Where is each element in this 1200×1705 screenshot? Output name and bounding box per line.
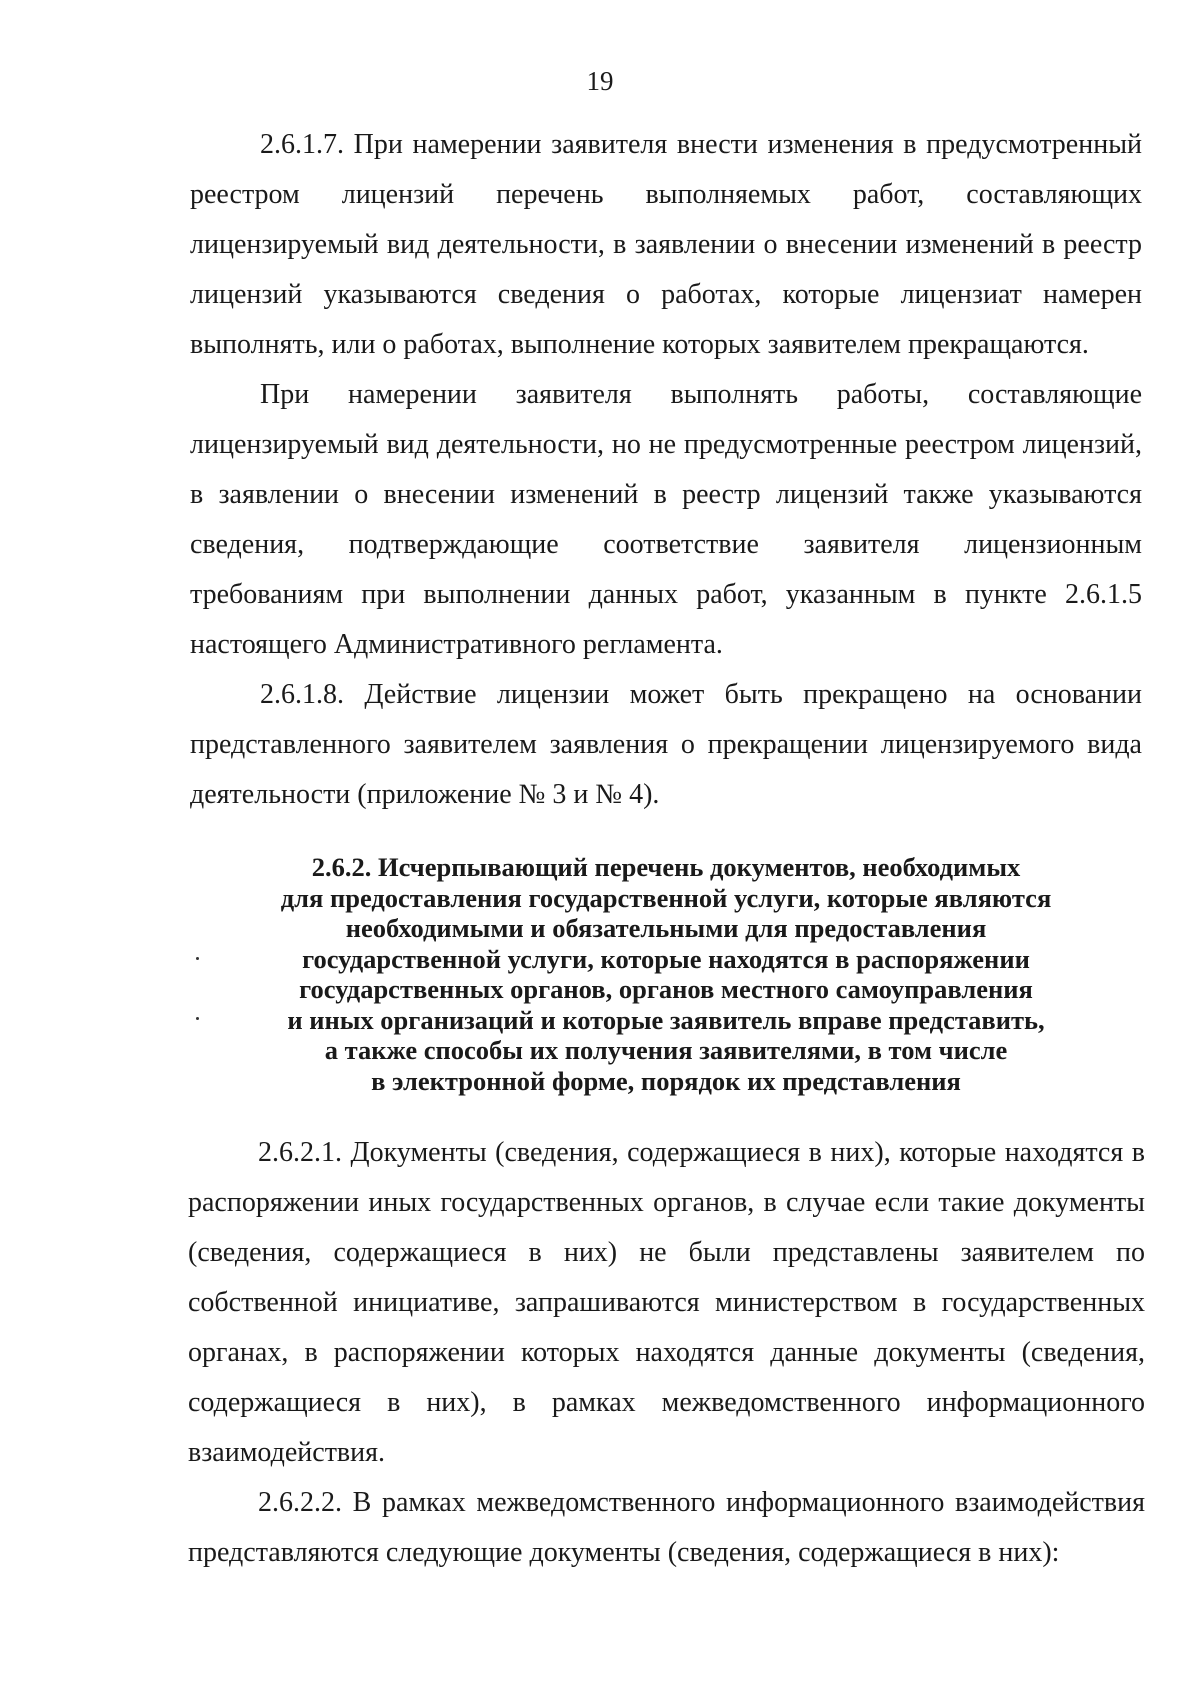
body-text-top xyxy=(190,120,1142,820)
paragraph-2-6-1-7: 2.6.1.7. При намерении заявителя внести изменения в предусмотренный реестром лицензий перечень выполняемых работ, составляющих лицензируемый вид деятельности, в заявлении о внесении изменений в реестр лицензий указываются сведения о работах, которые лицензиат намерен выполнять, или о работах, выполнение которых заявителем прекращаются. xyxy=(190,129,1142,360)
heading-line: 2.6.2. Исчерпывающий перечень документов, необходимых xyxy=(311,852,1021,882)
margin-mark xyxy=(196,1017,199,1020)
heading-line: необходимыми и обязательными для предоставления xyxy=(345,913,987,943)
heading-line: а также способы их получения заявителями, в том числе xyxy=(324,1035,1008,1065)
heading-line: государственных органов, органов местного самоуправления xyxy=(299,974,1033,1004)
paragraph-2-6-1-8: 2.6.1.8. Действие лицензии может быть прекращено на основании представленного заявителем заявления о прекращении лицензируемого вида деятельности (приложение № 3 и № 4). xyxy=(190,679,1142,810)
paragraph-2-6-2-2: 2.6.2.2. В рамках межведомственного информационного взаимодействия представляются следующие документы (сведения, содержащиеся в них): xyxy=(188,1487,1145,1568)
page-number: 19 xyxy=(586,66,614,96)
paragraph-additional-works: При намерении заявителя выполнять работы, составляющие лицензируемый вид деятельности, но не предусмотренные реестром лицензий, в заявлении о внесении изменений в реестр лицензий также указываются сведения, подтверждающие соответствие заявителя лицензионным требованиям при выполнении данных работ, указанным в пункте 2.6.1.5 настоящего Административного регламента. xyxy=(190,379,1142,660)
paragraph-2-6-2-1: 2.6.2.1. Документы (сведения, содержащиеся в них), которые находятся в распоряжении иных государственных органов, в случае если такие документы (сведения, содержащиеся в них) не были представлены заявителем по собственной инициативе, запрашиваются министерством в государственных органах, в распоряжении которых находятся данные документы (сведения, содержащиеся в них), в рамках межведомственного информационного взаимодействия. xyxy=(188,1137,1145,1468)
heading-line: государственной услуги, которые находятся в распоряжении xyxy=(302,943,1030,974)
heading-line: в электронной форме, порядок их представления xyxy=(371,1065,961,1096)
heading-line: для предоставления государственной услуги, которые являются xyxy=(280,882,1052,913)
body-text-bottom xyxy=(188,1128,1145,1578)
section-heading-2-6-2 xyxy=(226,852,1106,1096)
heading-line: и иных организаций и которые заявитель вправе представить, xyxy=(287,1004,1045,1035)
margin-mark xyxy=(196,957,199,960)
